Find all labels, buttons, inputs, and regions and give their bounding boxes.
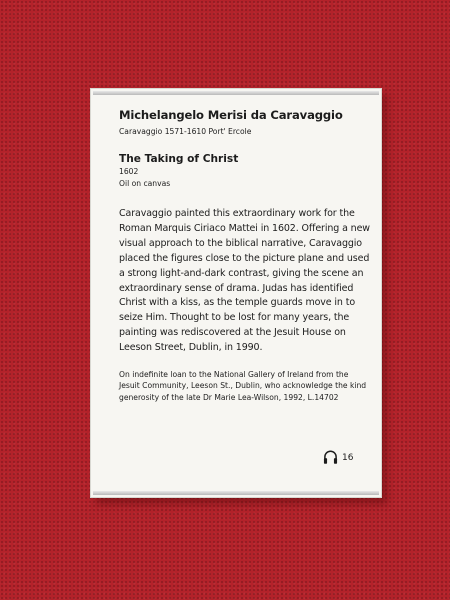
artwork-description: Caravaggio painted this extraordinary work for the Roman Marquis Ciriaco Mattei in 1602. Offering a new visual approach to the biblical narrative, Caravaggio placed the figures close to the picture plane and used a strong light-and-dark contrast, giving the scene an extraordinary sense of drama. Judas has identified Christ with a kiss, as the temple guards move in to seize Him. Thought to be lost for many years, the painting was rediscovered at the Jesuit House on Leeson Street, Dublin, in 1990. [119, 208, 370, 354]
audio-guide-number: 16 [342, 452, 354, 463]
artist-info: Caravaggio 1571-1610 Port' Ercole [119, 127, 252, 136]
audio-guide [323, 449, 353, 466]
artwork-medium: Oil on canvas [119, 179, 171, 188]
label-content [119, 108, 371, 403]
artist-name: Michelangelo Merisi da Caravaggio [119, 108, 343, 122]
artwork-title: The Taking of Christ [119, 153, 239, 165]
museum-label-card [90, 88, 382, 498]
acrylic-edge-top [93, 91, 379, 95]
artwork-date: 1602 [119, 167, 139, 176]
headphones-icon [323, 449, 338, 466]
loan-credit: On indefinite loan to the National Gallery of Ireland from the Jesuit Community, Leeson St., Dublin, who acknowledge the kind generosity of the late Dr Marie Lea-Wilson, 1992, L.14702 [119, 370, 367, 402]
acrylic-edge-bottom [93, 491, 379, 495]
